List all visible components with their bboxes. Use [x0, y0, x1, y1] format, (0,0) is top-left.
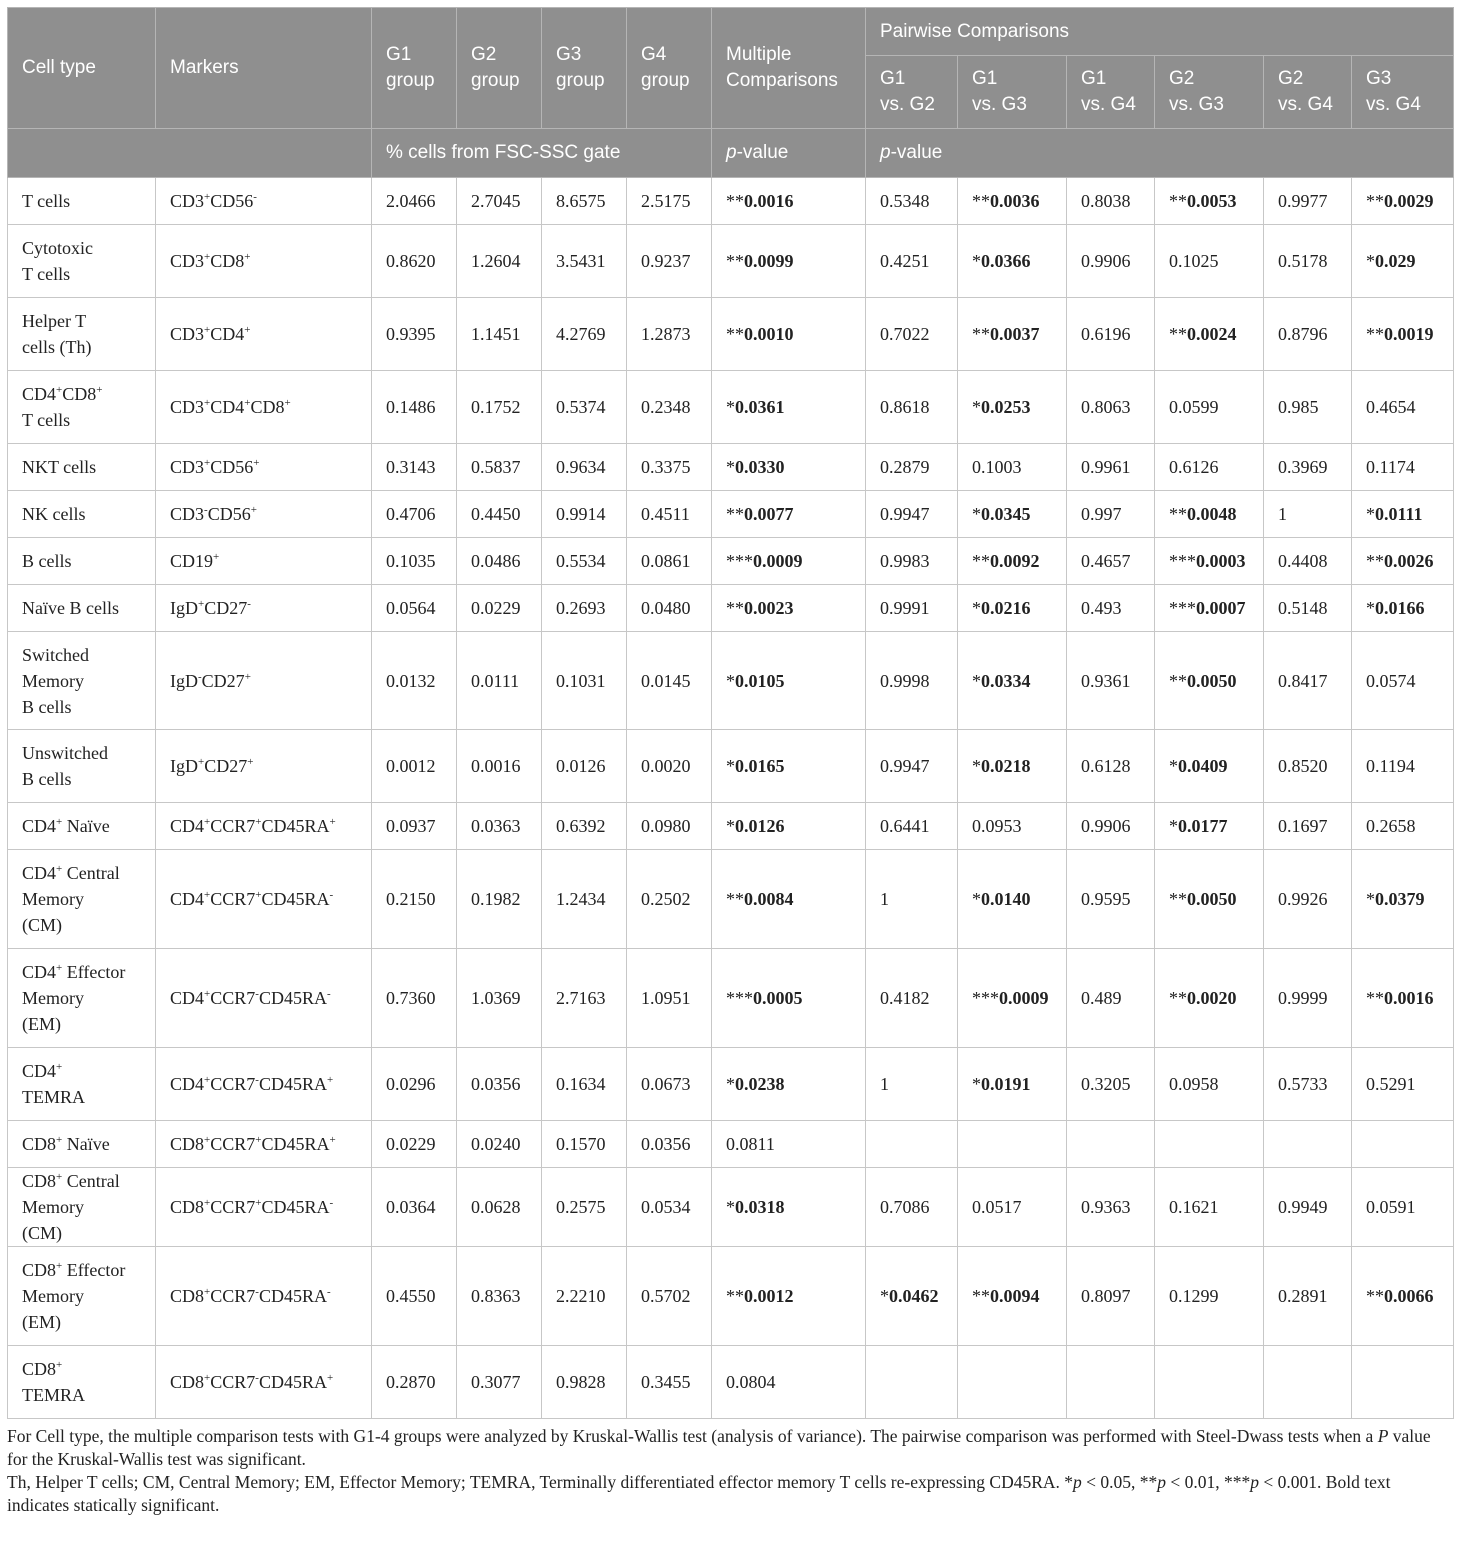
group-value-g4: 0.0673: [627, 1048, 712, 1121]
table-row: [8, 1346, 1454, 1419]
group-value-g1: 0.2150: [372, 850, 457, 949]
table-row: [8, 1168, 1454, 1247]
pair-pvalue-0: 1: [866, 1048, 958, 1121]
multi-pvalue: *0.0165: [712, 730, 866, 803]
pair-pvalue-3: ***0.0003: [1155, 538, 1264, 585]
marker-cell: CD19+: [156, 538, 372, 585]
marker-cell: CD8+CCR7+CD45RA+: [156, 1121, 372, 1168]
pair-pvalue-1: ***0.0009: [958, 949, 1067, 1048]
header-pair-2: G1 vs. G4: [1067, 56, 1155, 129]
header-g4: G4 group: [627, 8, 712, 129]
group-value-g2: 0.0016: [457, 730, 542, 803]
pair-pvalue-0: 0.7086: [866, 1168, 958, 1247]
table-row: [8, 850, 1454, 949]
group-value-g3: 0.1031: [542, 632, 627, 730]
multi-pvalue: **0.0084: [712, 850, 866, 949]
pair-pvalue-5: **0.0066: [1352, 1247, 1454, 1346]
group-value-g2: 0.0628: [457, 1168, 542, 1247]
pair-pvalue-0: 0.8618: [866, 371, 958, 444]
pair-pvalue-2: 0.997: [1067, 491, 1155, 538]
pair-pvalue-1: 0.0517: [958, 1168, 1067, 1247]
table-row: [8, 585, 1454, 632]
group-value-g2: 0.0240: [457, 1121, 542, 1168]
group-value-g3: 0.1634: [542, 1048, 627, 1121]
pair-pvalue-0: 0.9991: [866, 585, 958, 632]
footnote-methods: For Cell type, the multiple comparison tests with G1-4 groups were analyzed by Kruskal-Wallis test (analysis of variance). The pairwise comparison was performed with Steel-Dwass tests when a P value for the Kruskal-Wallis test was significant.: [7, 1426, 1431, 1469]
pair-pvalue-4: 0.8520: [1264, 730, 1352, 803]
pair-pvalue-5: *0.0166: [1352, 585, 1454, 632]
pair-pvalue-5: **0.0029: [1352, 178, 1454, 225]
group-value-g1: 0.0564: [372, 585, 457, 632]
pair-pvalue-2: 0.8097: [1067, 1247, 1155, 1346]
pair-pvalue-0: 0.4251: [866, 225, 958, 298]
marker-cell: CD4+CCR7+CD45RA+: [156, 803, 372, 850]
group-value-g3: 0.2693: [542, 585, 627, 632]
group-value-g3: 0.6392: [542, 803, 627, 850]
group-value-g2: 0.1982: [457, 850, 542, 949]
pair-pvalue-5: 0.1174: [1352, 444, 1454, 491]
group-value-g3: 0.9828: [542, 1346, 627, 1419]
group-value-g3: 0.5374: [542, 371, 627, 444]
group-value-g4: 0.0534: [627, 1168, 712, 1247]
group-value-g1: 0.8620: [372, 225, 457, 298]
group-value-g2: 0.5837: [457, 444, 542, 491]
pair-pvalue-4: 0.9949: [1264, 1168, 1352, 1247]
multi-pvalue: **0.0012: [712, 1247, 866, 1346]
table-row: [8, 538, 1454, 585]
marker-cell: CD8+CCR7-CD45RA-: [156, 1247, 372, 1346]
pair-pvalue-5: **0.0016: [1352, 949, 1454, 1048]
multi-pvalue: **0.0077: [712, 491, 866, 538]
group-value-g1: 0.1035: [372, 538, 457, 585]
table-row: [8, 491, 1454, 538]
table-row: [8, 225, 1454, 298]
group-value-g2: 0.0356: [457, 1048, 542, 1121]
pair-pvalue-3: 0.1621: [1155, 1168, 1264, 1247]
group-value-g4: 0.5702: [627, 1247, 712, 1346]
marker-cell: CD3+CD56+: [156, 444, 372, 491]
pair-pvalue-2: 0.6196: [1067, 298, 1155, 371]
marker-cell: CD8+CCR7-CD45RA+: [156, 1346, 372, 1419]
pair-pvalue-3: **0.0053: [1155, 178, 1264, 225]
pair-pvalue-4: 0.985: [1264, 371, 1352, 444]
pair-pvalue-2: 0.9961: [1067, 444, 1155, 491]
pair-pvalue-3: *0.0409: [1155, 730, 1264, 803]
multi-pvalue: **0.0010: [712, 298, 866, 371]
pair-pvalue-2: [1067, 1121, 1155, 1168]
header-pair-3: G2 vs. G3: [1155, 56, 1264, 129]
group-value-g3: 4.2769: [542, 298, 627, 371]
table-header: [8, 8, 1454, 178]
group-value-g3: 0.0126: [542, 730, 627, 803]
pair-pvalue-2: 0.9361: [1067, 632, 1155, 730]
pair-pvalue-3: **0.0050: [1155, 632, 1264, 730]
pair-pvalue-0: [866, 1346, 958, 1419]
pair-pvalue-5: *0.0379: [1352, 850, 1454, 949]
group-value-g4: 0.3375: [627, 444, 712, 491]
header-cell-type: Cell type: [8, 8, 156, 129]
pair-pvalue-0: 0.9947: [866, 491, 958, 538]
marker-cell: IgD+CD27+: [156, 730, 372, 803]
group-value-g2: 0.1752: [457, 371, 542, 444]
pair-pvalue-4: 0.9926: [1264, 850, 1352, 949]
pair-pvalue-2: 0.9595: [1067, 850, 1155, 949]
group-value-g3: 2.2210: [542, 1247, 627, 1346]
pair-pvalue-5: 0.5291: [1352, 1048, 1454, 1121]
table-row: [8, 1048, 1454, 1121]
pair-pvalue-2: 0.8038: [1067, 178, 1155, 225]
pair-pvalue-5: *0.029: [1352, 225, 1454, 298]
group-value-g4: 0.0145: [627, 632, 712, 730]
group-value-g2: 0.8363: [457, 1247, 542, 1346]
pair-pvalue-1: *0.0191: [958, 1048, 1067, 1121]
pair-pvalue-4: [1264, 1346, 1352, 1419]
cell-type-name: CD8+ Effector Memory (EM): [8, 1247, 156, 1346]
header-pairwise-comparisons: Pairwise Comparisons: [866, 8, 1454, 56]
pair-pvalue-2: 0.9906: [1067, 803, 1155, 850]
marker-cell: CD8+CCR7+CD45RA-: [156, 1168, 372, 1247]
group-value-g2: 0.0363: [457, 803, 542, 850]
cell-type-name: CD8+ Central Memory (CM): [8, 1168, 156, 1247]
pair-pvalue-4: 0.4408: [1264, 538, 1352, 585]
pair-pvalue-0: 0.5348: [866, 178, 958, 225]
pair-pvalue-1: **0.0036: [958, 178, 1067, 225]
pair-pvalue-5: 0.1194: [1352, 730, 1454, 803]
group-value-g1: 0.2870: [372, 1346, 457, 1419]
group-value-g1: 0.0296: [372, 1048, 457, 1121]
group-value-g1: 0.9395: [372, 298, 457, 371]
group-value-g4: 0.0356: [627, 1121, 712, 1168]
pair-pvalue-0: 0.9983: [866, 538, 958, 585]
group-value-g3: 0.9914: [542, 491, 627, 538]
group-value-g4: 1.0951: [627, 949, 712, 1048]
header-multiple-comparisons: Multiple Comparisons: [712, 8, 866, 129]
pair-pvalue-5: 0.0591: [1352, 1168, 1454, 1247]
pair-pvalue-1: *0.0366: [958, 225, 1067, 298]
multi-pvalue: *0.0318: [712, 1168, 866, 1247]
group-value-g1: 0.3143: [372, 444, 457, 491]
group-value-g4: 0.9237: [627, 225, 712, 298]
multi-pvalue: *0.0330: [712, 444, 866, 491]
group-value-g4: 0.0480: [627, 585, 712, 632]
table-row: [8, 371, 1454, 444]
group-value-g4: 0.4511: [627, 491, 712, 538]
group-value-g3: 0.5534: [542, 538, 627, 585]
group-value-g3: 0.1570: [542, 1121, 627, 1168]
pair-pvalue-1: 0.1003: [958, 444, 1067, 491]
pair-pvalue-5: *0.0111: [1352, 491, 1454, 538]
pair-pvalue-5: 0.4654: [1352, 371, 1454, 444]
header-g2: G2 group: [457, 8, 542, 129]
group-value-g1: 2.0466: [372, 178, 457, 225]
pair-pvalue-2: 0.9906: [1067, 225, 1155, 298]
header-pair-1: G1 vs. G3: [958, 56, 1067, 129]
marker-cell: CD3+CD56-: [156, 178, 372, 225]
cell-type-name: CD8+ Naïve: [8, 1121, 156, 1168]
multi-pvalue: 0.0811: [712, 1121, 866, 1168]
multi-pvalue: ***0.0009: [712, 538, 866, 585]
group-value-g1: 0.0364: [372, 1168, 457, 1247]
pair-pvalue-0: *0.0462: [866, 1247, 958, 1346]
pair-pvalue-1: [958, 1346, 1067, 1419]
group-value-g2: 0.4450: [457, 491, 542, 538]
pair-pvalue-3: **0.0020: [1155, 949, 1264, 1048]
table-row: [8, 730, 1454, 803]
header-pair-pvalue: p-value: [866, 129, 1454, 178]
group-value-g2: 0.0111: [457, 632, 542, 730]
cell-type-name: Unswitched B cells: [8, 730, 156, 803]
header-multi-pvalue: p-value: [712, 129, 866, 178]
pair-pvalue-4: 0.8796: [1264, 298, 1352, 371]
group-value-g1: 0.4550: [372, 1247, 457, 1346]
pair-pvalue-2: 0.9363: [1067, 1168, 1155, 1247]
pair-pvalue-1: *0.0216: [958, 585, 1067, 632]
table-row: [8, 1247, 1454, 1346]
group-value-g2: 0.3077: [457, 1346, 542, 1419]
group-value-g4: 2.5175: [627, 178, 712, 225]
table-row: [8, 1121, 1454, 1168]
pair-pvalue-3: 0.0958: [1155, 1048, 1264, 1121]
pair-pvalue-1: **0.0037: [958, 298, 1067, 371]
cell-type-name: CD4+ Naïve: [8, 803, 156, 850]
pair-pvalue-2: 0.8063: [1067, 371, 1155, 444]
group-value-g2: 0.0486: [457, 538, 542, 585]
pair-pvalue-2: 0.489: [1067, 949, 1155, 1048]
group-value-g1: 0.0132: [372, 632, 457, 730]
header-markers: Markers: [156, 8, 372, 129]
pair-pvalue-4: 0.1697: [1264, 803, 1352, 850]
pair-pvalue-1: *0.0345: [958, 491, 1067, 538]
pair-pvalue-2: 0.4657: [1067, 538, 1155, 585]
group-value-g3: 2.7163: [542, 949, 627, 1048]
group-value-g2: 2.7045: [457, 178, 542, 225]
pair-pvalue-2: 0.6128: [1067, 730, 1155, 803]
header-pair-5: G3 vs. G4: [1352, 56, 1454, 129]
header-g1: G1 group: [372, 8, 457, 129]
cell-type-name: Helper T cells (Th): [8, 298, 156, 371]
marker-cell: CD3-CD56+: [156, 491, 372, 538]
pair-pvalue-4: 0.9977: [1264, 178, 1352, 225]
group-value-g1: 0.0012: [372, 730, 457, 803]
pair-pvalue-1: **0.0094: [958, 1247, 1067, 1346]
group-value-g3: 0.9634: [542, 444, 627, 491]
table-container: [7, 7, 1453, 1517]
marker-cell: CD3+CD8+: [156, 225, 372, 298]
pair-pvalue-0: [866, 1121, 958, 1168]
cell-type-name: T cells: [8, 178, 156, 225]
pair-pvalue-4: 0.5148: [1264, 585, 1352, 632]
group-value-g3: 0.2575: [542, 1168, 627, 1247]
group-value-g4: 0.2348: [627, 371, 712, 444]
multi-pvalue: *0.0126: [712, 803, 866, 850]
table-row: [8, 632, 1454, 730]
multi-pvalue: **0.0016: [712, 178, 866, 225]
cell-type-name: CD4+CD8+ T cells: [8, 371, 156, 444]
header-pct-label: % cells from FSC-SSC gate: [372, 129, 712, 178]
group-value-g4: 0.0980: [627, 803, 712, 850]
group-value-g4: 0.3455: [627, 1346, 712, 1419]
multi-pvalue: *0.0238: [712, 1048, 866, 1121]
marker-cell: IgD+CD27-: [156, 585, 372, 632]
table-row: [8, 949, 1454, 1048]
multi-pvalue: ***0.0005: [712, 949, 866, 1048]
group-value-g1: 0.7360: [372, 949, 457, 1048]
pair-pvalue-1: *0.0334: [958, 632, 1067, 730]
pair-pvalue-1: *0.0253: [958, 371, 1067, 444]
marker-cell: CD4+CCR7-CD45RA+: [156, 1048, 372, 1121]
pair-pvalue-4: [1264, 1121, 1352, 1168]
pair-pvalue-2: 0.3205: [1067, 1048, 1155, 1121]
pair-pvalue-3: ***0.0007: [1155, 585, 1264, 632]
pair-pvalue-5: 0.0574: [1352, 632, 1454, 730]
group-value-g2: 1.0369: [457, 949, 542, 1048]
pair-pvalue-4: 1: [1264, 491, 1352, 538]
group-value-g1: 0.1486: [372, 371, 457, 444]
pair-pvalue-4: 0.5733: [1264, 1048, 1352, 1121]
cell-type-name: NKT cells: [8, 444, 156, 491]
pair-pvalue-4: 0.9999: [1264, 949, 1352, 1048]
table-row: [8, 298, 1454, 371]
group-value-g4: 0.2502: [627, 850, 712, 949]
group-value-g2: 0.0229: [457, 585, 542, 632]
marker-cell: CD4+CCR7+CD45RA-: [156, 850, 372, 949]
header-g3: G3 group: [542, 8, 627, 129]
pair-pvalue-3: 0.0599: [1155, 371, 1264, 444]
pair-pvalue-3: 0.1025: [1155, 225, 1264, 298]
pair-pvalue-3: [1155, 1346, 1264, 1419]
table-row: [8, 803, 1454, 850]
table-row: [8, 444, 1454, 491]
pair-pvalue-3: **0.0024: [1155, 298, 1264, 371]
pair-pvalue-5: [1352, 1346, 1454, 1419]
header-pair-4: G2 vs. G4: [1264, 56, 1352, 129]
table-footnotes: [7, 1425, 1453, 1517]
cell-type-name: Naïve B cells: [8, 585, 156, 632]
pair-pvalue-3: [1155, 1121, 1264, 1168]
group-value-g4: 0.0861: [627, 538, 712, 585]
pair-pvalue-1: **0.0092: [958, 538, 1067, 585]
pair-pvalue-0: 0.7022: [866, 298, 958, 371]
pair-pvalue-4: 0.8417: [1264, 632, 1352, 730]
pair-pvalue-1: [958, 1121, 1067, 1168]
pair-pvalue-3: 0.6126: [1155, 444, 1264, 491]
cell-type-name: Cytotoxic T cells: [8, 225, 156, 298]
group-value-g4: 0.0020: [627, 730, 712, 803]
header-empty: [8, 129, 372, 178]
group-value-g2: 1.1451: [457, 298, 542, 371]
group-value-g1: 0.0937: [372, 803, 457, 850]
pair-pvalue-0: 0.4182: [866, 949, 958, 1048]
multi-pvalue: **0.0023: [712, 585, 866, 632]
group-value-g2: 1.2604: [457, 225, 542, 298]
marker-cell: CD3+CD4+: [156, 298, 372, 371]
pair-pvalue-4: 0.5178: [1264, 225, 1352, 298]
pair-pvalue-0: 0.9947: [866, 730, 958, 803]
multi-pvalue: **0.0099: [712, 225, 866, 298]
table-body: [8, 178, 1454, 1419]
multi-pvalue: 0.0804: [712, 1346, 866, 1419]
marker-cell: IgD-CD27+: [156, 632, 372, 730]
group-value-g1: 0.4706: [372, 491, 457, 538]
pair-pvalue-1: *0.0140: [958, 850, 1067, 949]
multi-pvalue: *0.0361: [712, 371, 866, 444]
pair-pvalue-0: 1: [866, 850, 958, 949]
cell-populations-table: [7, 7, 1454, 1419]
pair-pvalue-5: **0.0026: [1352, 538, 1454, 585]
group-value-g1: 0.0229: [372, 1121, 457, 1168]
cell-type-name: Switched Memory B cells: [8, 632, 156, 730]
group-value-g3: 1.2434: [542, 850, 627, 949]
pair-pvalue-5: [1352, 1121, 1454, 1168]
pair-pvalue-5: **0.0019: [1352, 298, 1454, 371]
header-pair-0: G1 vs. G2: [866, 56, 958, 129]
cell-type-name: CD4+ TEMRA: [8, 1048, 156, 1121]
group-value-g4: 1.2873: [627, 298, 712, 371]
footnote-abbreviations: Th, Helper T cells; CM, Central Memory; EM, Effector Memory; TEMRA, Terminally differentiated effector memory T cells re-expressing CD45RA. *p < 0.05, **p < 0.01, ***p < 0.001. Bold text indicates statically significant.: [7, 1472, 1391, 1515]
pair-pvalue-3: **0.0048: [1155, 491, 1264, 538]
cell-type-name: B cells: [8, 538, 156, 585]
cell-type-name: CD4+ Central Memory (CM): [8, 850, 156, 949]
pair-pvalue-0: 0.9998: [866, 632, 958, 730]
pair-pvalue-3: **0.0050: [1155, 850, 1264, 949]
pair-pvalue-4: 0.3969: [1264, 444, 1352, 491]
group-value-g3: 3.5431: [542, 225, 627, 298]
table-row: [8, 178, 1454, 225]
pair-pvalue-3: *0.0177: [1155, 803, 1264, 850]
pair-pvalue-3: 0.1299: [1155, 1247, 1264, 1346]
cell-type-name: CD4+ Effector Memory (EM): [8, 949, 156, 1048]
marker-cell: CD3+CD4+CD8+: [156, 371, 372, 444]
pair-pvalue-1: 0.0953: [958, 803, 1067, 850]
group-value-g3: 8.6575: [542, 178, 627, 225]
pair-pvalue-0: 0.6441: [866, 803, 958, 850]
pair-pvalue-4: 0.2891: [1264, 1247, 1352, 1346]
marker-cell: CD4+CCR7-CD45RA-: [156, 949, 372, 1048]
pair-pvalue-0: 0.2879: [866, 444, 958, 491]
multi-pvalue: *0.0105: [712, 632, 866, 730]
pair-pvalue-5: 0.2658: [1352, 803, 1454, 850]
cell-type-name: CD8+ TEMRA: [8, 1346, 156, 1419]
pair-pvalue-2: 0.493: [1067, 585, 1155, 632]
cell-type-name: NK cells: [8, 491, 156, 538]
pair-pvalue-1: *0.0218: [958, 730, 1067, 803]
pair-pvalue-2: [1067, 1346, 1155, 1419]
